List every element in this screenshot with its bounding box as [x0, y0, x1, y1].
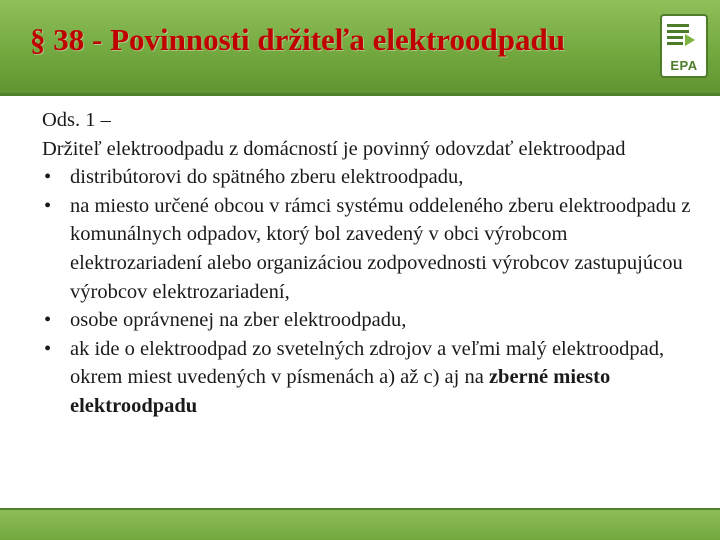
- footer-banner: [0, 508, 720, 540]
- bullet-icon: •: [44, 194, 52, 217]
- intro-text: Držiteľ elektroodpadu z domácností je povinný odovzdať elektroodpad: [42, 137, 626, 160]
- document-lines-icon: [667, 22, 695, 50]
- bullet-icon: •: [44, 337, 52, 360]
- title-banner: [0, 0, 720, 96]
- list-item: [42, 192, 692, 306]
- list-item-text: osobe oprávnenej na zber elektroodpadu,: [70, 309, 407, 332]
- list-item-text: na miesto určené obcou v rámci systému oddeleného zberu elektroodpadu z komunálnych odpadov, ktorý bol zavedený v obci výrobcom elektrozariadení alebo organizáciou zodpovednosti výrobcov zastupujúcou výrobcov elektrozariadení,: [70, 194, 691, 303]
- list-item-bold-text: zberné miesto elektroodpadu: [70, 366, 611, 417]
- list-item: [42, 335, 692, 421]
- list-item: [42, 306, 692, 335]
- bullet-icon: •: [44, 309, 52, 332]
- epa-logo: [660, 14, 708, 78]
- logo-label: EPA: [670, 58, 698, 73]
- list-item-text: distribútorovi do spätného zberu elektroodpadu,: [70, 166, 464, 189]
- bullet-list: [42, 163, 692, 420]
- list-item: [42, 163, 692, 192]
- slide-title: § 38 - Povinnosti držiteľa elektroodpadu: [30, 22, 565, 57]
- paragraph-heading: Ods. 1 –: [42, 109, 111, 131]
- list-item-text: ak ide o elektroodpad zo svetelných zdrojov a veľmi malý elektroodpad, okrem miest uvedených v písmenách a) až c) aj na: [70, 337, 665, 389]
- slide-body: [42, 106, 692, 421]
- bullet-icon: •: [44, 166, 52, 189]
